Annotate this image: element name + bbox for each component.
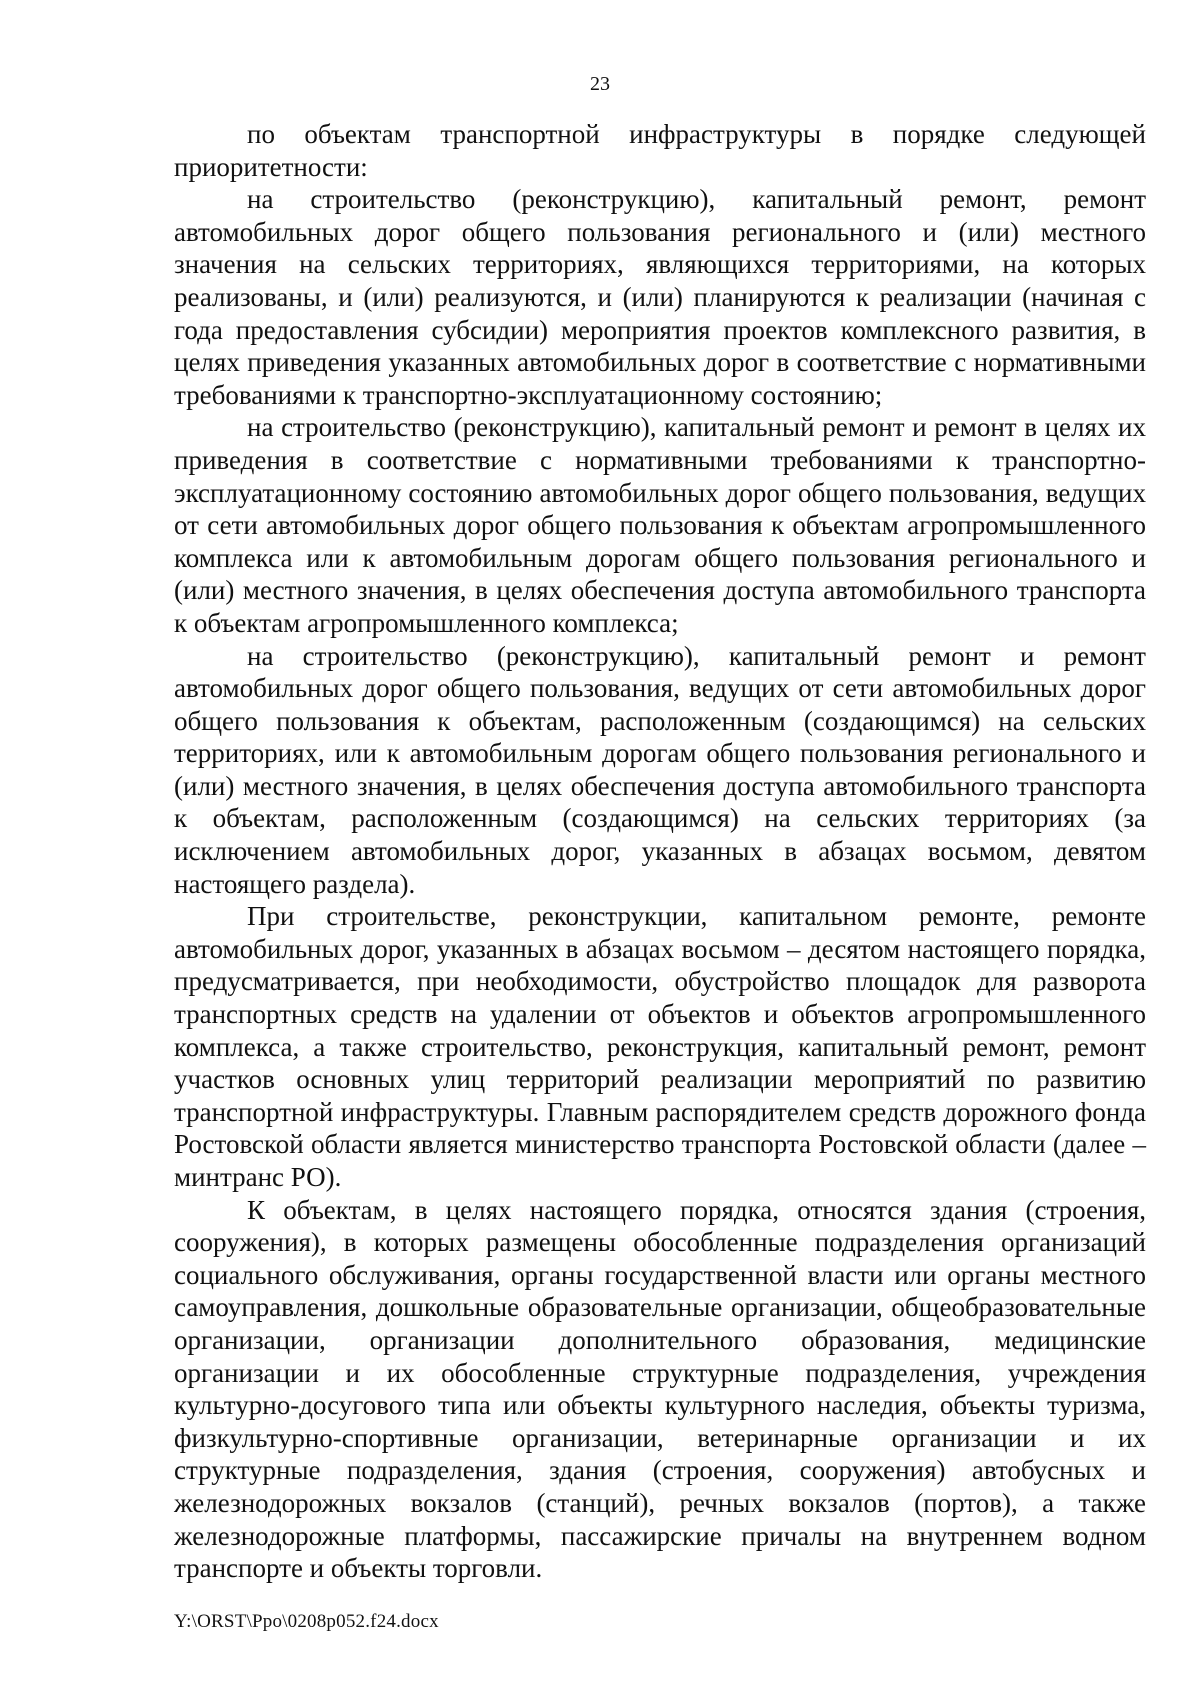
paragraph-objects-definition: К объектам, в целях настоящего порядка, относятся здания (строения, сооружения), в которых размещены обособленные подразделения организаций социального обслуживания, органы государственной власти или органы местного самоуправления, дошкольные образовательные организации, общеобразовательные организации, организации дополнительного образования, медицинские организации и их обособленные структурные подразделения, учреждения культурно-досугового типа или объекты культурного наследия, объекты туризма, физкультурно-спортивные организации, ветеринарные организации и их структурные подразделения, здания (строения, сооружения) автобусных и железнодорожных вокзалов (станций), речных вокзалов (портов), а также железнодорожные платформы, пассажирские причалы на внутреннем водном транспорте и объекты торговли. [174, 1194, 1146, 1584]
paragraph-priority-intro: по объектам транспортной инфраструктуры в порядке следующей приоритетности: [174, 119, 1146, 182]
paragraph-rural-roads: на строительство (реконструкцию), капитальный ремонт, ремонт автомобильных дорог общего пользования регионального и (или) местного значения на сельских территориях, являющихся территориями, на которых реализованы, и (или) реализуются, и (или) планируются к реализации (начиная с года предоставления субсидии) мероприятия проектов комплексного развития, в целях приведения указанных автомобильных дорог в соответствие с нормативными требованиями к транспортно-эксплуатационному состоянию; [174, 184, 1146, 410]
paragraph-construction-details: При строительстве, реконструкции, капитальном ремонте, ремонте автомобильных дорог, указанных в абзацах восьмом – десятом настоящего порядка, предусматривается, при необходимости, обустройство площадок для разворота транспортных средств на удалении от объектов и объектов агропромышленного комплекса, а также строительство, реконструкция, капитальный ремонт, ремонт участков основных улиц территорий реализации мероприятий по развитию транспортной инфраструктуры. Главным распорядителем средств дорожного фонда Ростовской области является министерство транспорта Ростовской области (далее – минтранс РО). [174, 901, 1146, 1192]
document-body [174, 118, 1146, 1585]
footer-file-path: Y:\ORST\Ppo\0208p052.f24.docx [174, 1611, 439, 1632]
paragraph-rural-objects-roads: на строительство (реконструкцию), капитальный ремонт и ремонт автомобильных дорог общего пользования, ведущих от сети автомобильных дорог общего пользования к объектам, расположенным (создающимся) на сельских территориях, или к автомобильным дорогам общего пользования регионального и (или) местного значения, в целях обеспечения доступа автомобильного транспорта к объектам, расположенным (создающимся) на сельских территориях (за исключением автомобильных дорог, указанных в абзацах восьмом, девятом настоящего раздела). [174, 640, 1146, 899]
paragraph-agro-roads: на строительство (реконструкцию), капитальный ремонт и ремонт в целях их приведения в соответствие с нормативными требованиями к транспортно-эксплуатационному состоянию автомобильных дорог общего пользования, ведущих от сети автомобильных дорог общего пользования к объектам агропромышленного комплекса или к автомобильным дорогам общего пользования регионального и (или) местного значения, в целях обеспечения доступа автомобильного транспорта к объектам агропромышленного комплекса; [174, 412, 1146, 638]
page-number: 23 [590, 73, 610, 95]
